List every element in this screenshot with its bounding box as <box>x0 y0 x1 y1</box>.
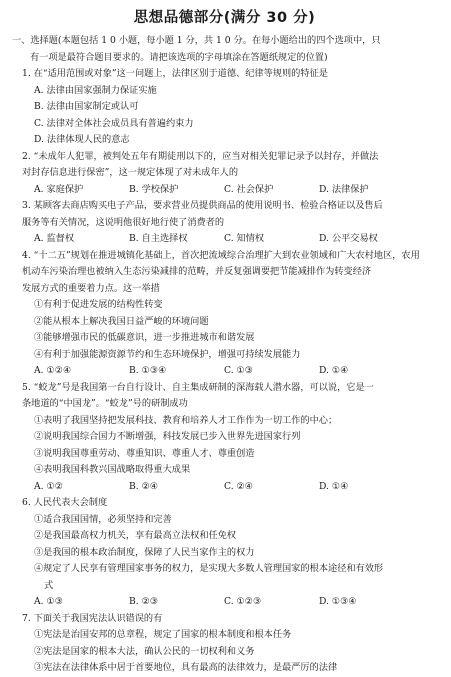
option: B. 学校保护 <box>129 183 179 195</box>
statement: ①表明了我国坚持把发展科技、教育和培养人才工作作为一切工作的中心； <box>34 414 338 426</box>
option: A. 法律由国家强制力保证实施 <box>34 84 157 96</box>
question-stem: 3. 某顾客去商店购买电子产品，要求营业员提供商品的使用说明书、检验合格证以及售后 <box>22 200 383 211</box>
option: D. ①④ <box>319 480 349 492</box>
question-4 <box>12 248 437 380</box>
option: A. ①②④ <box>34 365 72 376</box>
question-2 <box>12 149 437 199</box>
question-stem: 1. 在“适用范围或对象”这一问题上，法律区别于道德、纪律等规则的特征是 <box>22 68 328 79</box>
statement: ④有利于加强能源资源节约和生态环境保护，增强可持续发展能力 <box>34 348 301 360</box>
question-stem: 4. “十二五”规划在推进城镇化基础上，首次把流域综合治理扩大到农业领域和广大农村地区，农用 <box>22 249 420 261</box>
question-5 <box>12 380 437 496</box>
question-stem: 5. “蛟龙”号是我国第一台自行设计、自主集成研制的深海载人潜水器，可以说，它是一 <box>22 381 374 393</box>
question-3 <box>12 198 437 248</box>
option: D. 法律体现人民的意志 <box>34 134 130 145</box>
option-row <box>12 363 437 380</box>
statement: ③说明我国尊重劳动、尊重知识、尊重人才、尊重创造 <box>34 447 255 459</box>
option: C. ①③ <box>224 365 254 376</box>
intro-line: 有一项是最符合题目要求的。请把该选项的字母填涂在答题纸规定的位置) <box>30 51 328 63</box>
question-stem: 条地道的“中国龙”。“蛟龙”号的研制成功 <box>22 398 188 409</box>
option: C. 社会保护 <box>224 183 274 195</box>
statement: ①适合我国国情，必须坚持和完善 <box>34 513 172 525</box>
option-row <box>12 479 437 496</box>
option: D. ①③④ <box>319 596 357 607</box>
option: A. ①③ <box>34 596 63 607</box>
question-stem: 发展方式的重要着力点。这一举措 <box>22 282 160 294</box>
option: A. 家庭保护 <box>34 183 84 195</box>
option: B. 自主选择权 <box>129 233 188 244</box>
question-1 <box>12 66 437 149</box>
statement: ①有利于促进发展的结构性转变 <box>34 299 163 310</box>
option: C. ①②③ <box>224 596 262 607</box>
question-stem: 服务等有关情况，这说明他很好地行使了消费者的 <box>22 216 225 228</box>
section-intro <box>12 33 437 66</box>
page-title: 思想品德部分(满分 30 分) <box>133 10 316 26</box>
statement: ②说明我国综合国力不断增强，科技发展已步入世界先进国家行列 <box>34 431 301 442</box>
intro-line: 一、选择题(本题包括 1 0 小题，每小题 1 分，共 1 0 分。在每小题给出的四个选项中，只 <box>12 35 381 46</box>
option-row <box>12 231 437 248</box>
question-stem: 对封存信息进行保密”，这一规定体现了对未成年人的 <box>22 167 239 178</box>
option: C. ②④ <box>224 480 254 492</box>
statement: ④规定了人民享有管理国家事务的权力，是实现大多数人管理国家的根本途径和有效形 <box>34 563 384 574</box>
option: B. ①③④ <box>129 365 167 376</box>
statement: ②宪法是国家的根本大法，确认公民的一切权利和义务 <box>34 645 255 657</box>
statement: ④表明我国科教兴国战略取得重大成果 <box>34 464 191 475</box>
option: D. ①④ <box>319 365 349 376</box>
option: D. 法律保护 <box>319 183 369 195</box>
question-stem: 6. 人民代表大会制度 <box>22 497 108 508</box>
statement: ③宪法在法律体系中居于首要地位，具有最高的法律效力，是最严厉的法律 <box>34 662 338 673</box>
question-6 <box>12 495 437 611</box>
question-stem: 2. “未成年人犯罪，被判处五年有期徒刑以下的，应当对相关犯罪记录予以封存，并做法 <box>22 150 379 162</box>
option: C. 法律对全体社会成员具有普遍约束力 <box>34 117 194 129</box>
option: C. 知情权 <box>224 233 265 244</box>
question-stem: 7. 下面关于我国宪法认识错误的有 <box>22 612 163 624</box>
option: B. ②④ <box>129 480 159 492</box>
question-7 <box>12 611 437 677</box>
option: D. 公平交易权 <box>319 233 378 244</box>
option: A. ①② <box>34 480 63 492</box>
option: B. 法律由国家制定或认可 <box>34 101 139 112</box>
statement: ①宪法是治国安邦的总章程，规定了国家的根本制度和根本任务 <box>34 629 292 640</box>
option-row <box>12 182 437 199</box>
statement: ③是我国的根本政治制度，保障了人民当家作主的权力 <box>34 546 255 558</box>
statement: ②能从根本上解决我国日益严峻的环境问题 <box>34 315 209 327</box>
option-row <box>12 594 437 611</box>
option: A. 监督权 <box>34 233 75 244</box>
statement-continued: 式 <box>44 579 54 591</box>
question-stem: 机动车污染治理也被纳入生态污染减排的范畴，并反复强调要把节能减排作为转变经济 <box>22 266 372 277</box>
statement: ②是我国最高权力机关，享有最高立法权和任免权 <box>34 530 237 541</box>
statement: ③能够增强市民的低碳意识，进一步推进城市和谐发展 <box>34 332 255 343</box>
option: B. ②③ <box>129 596 159 607</box>
